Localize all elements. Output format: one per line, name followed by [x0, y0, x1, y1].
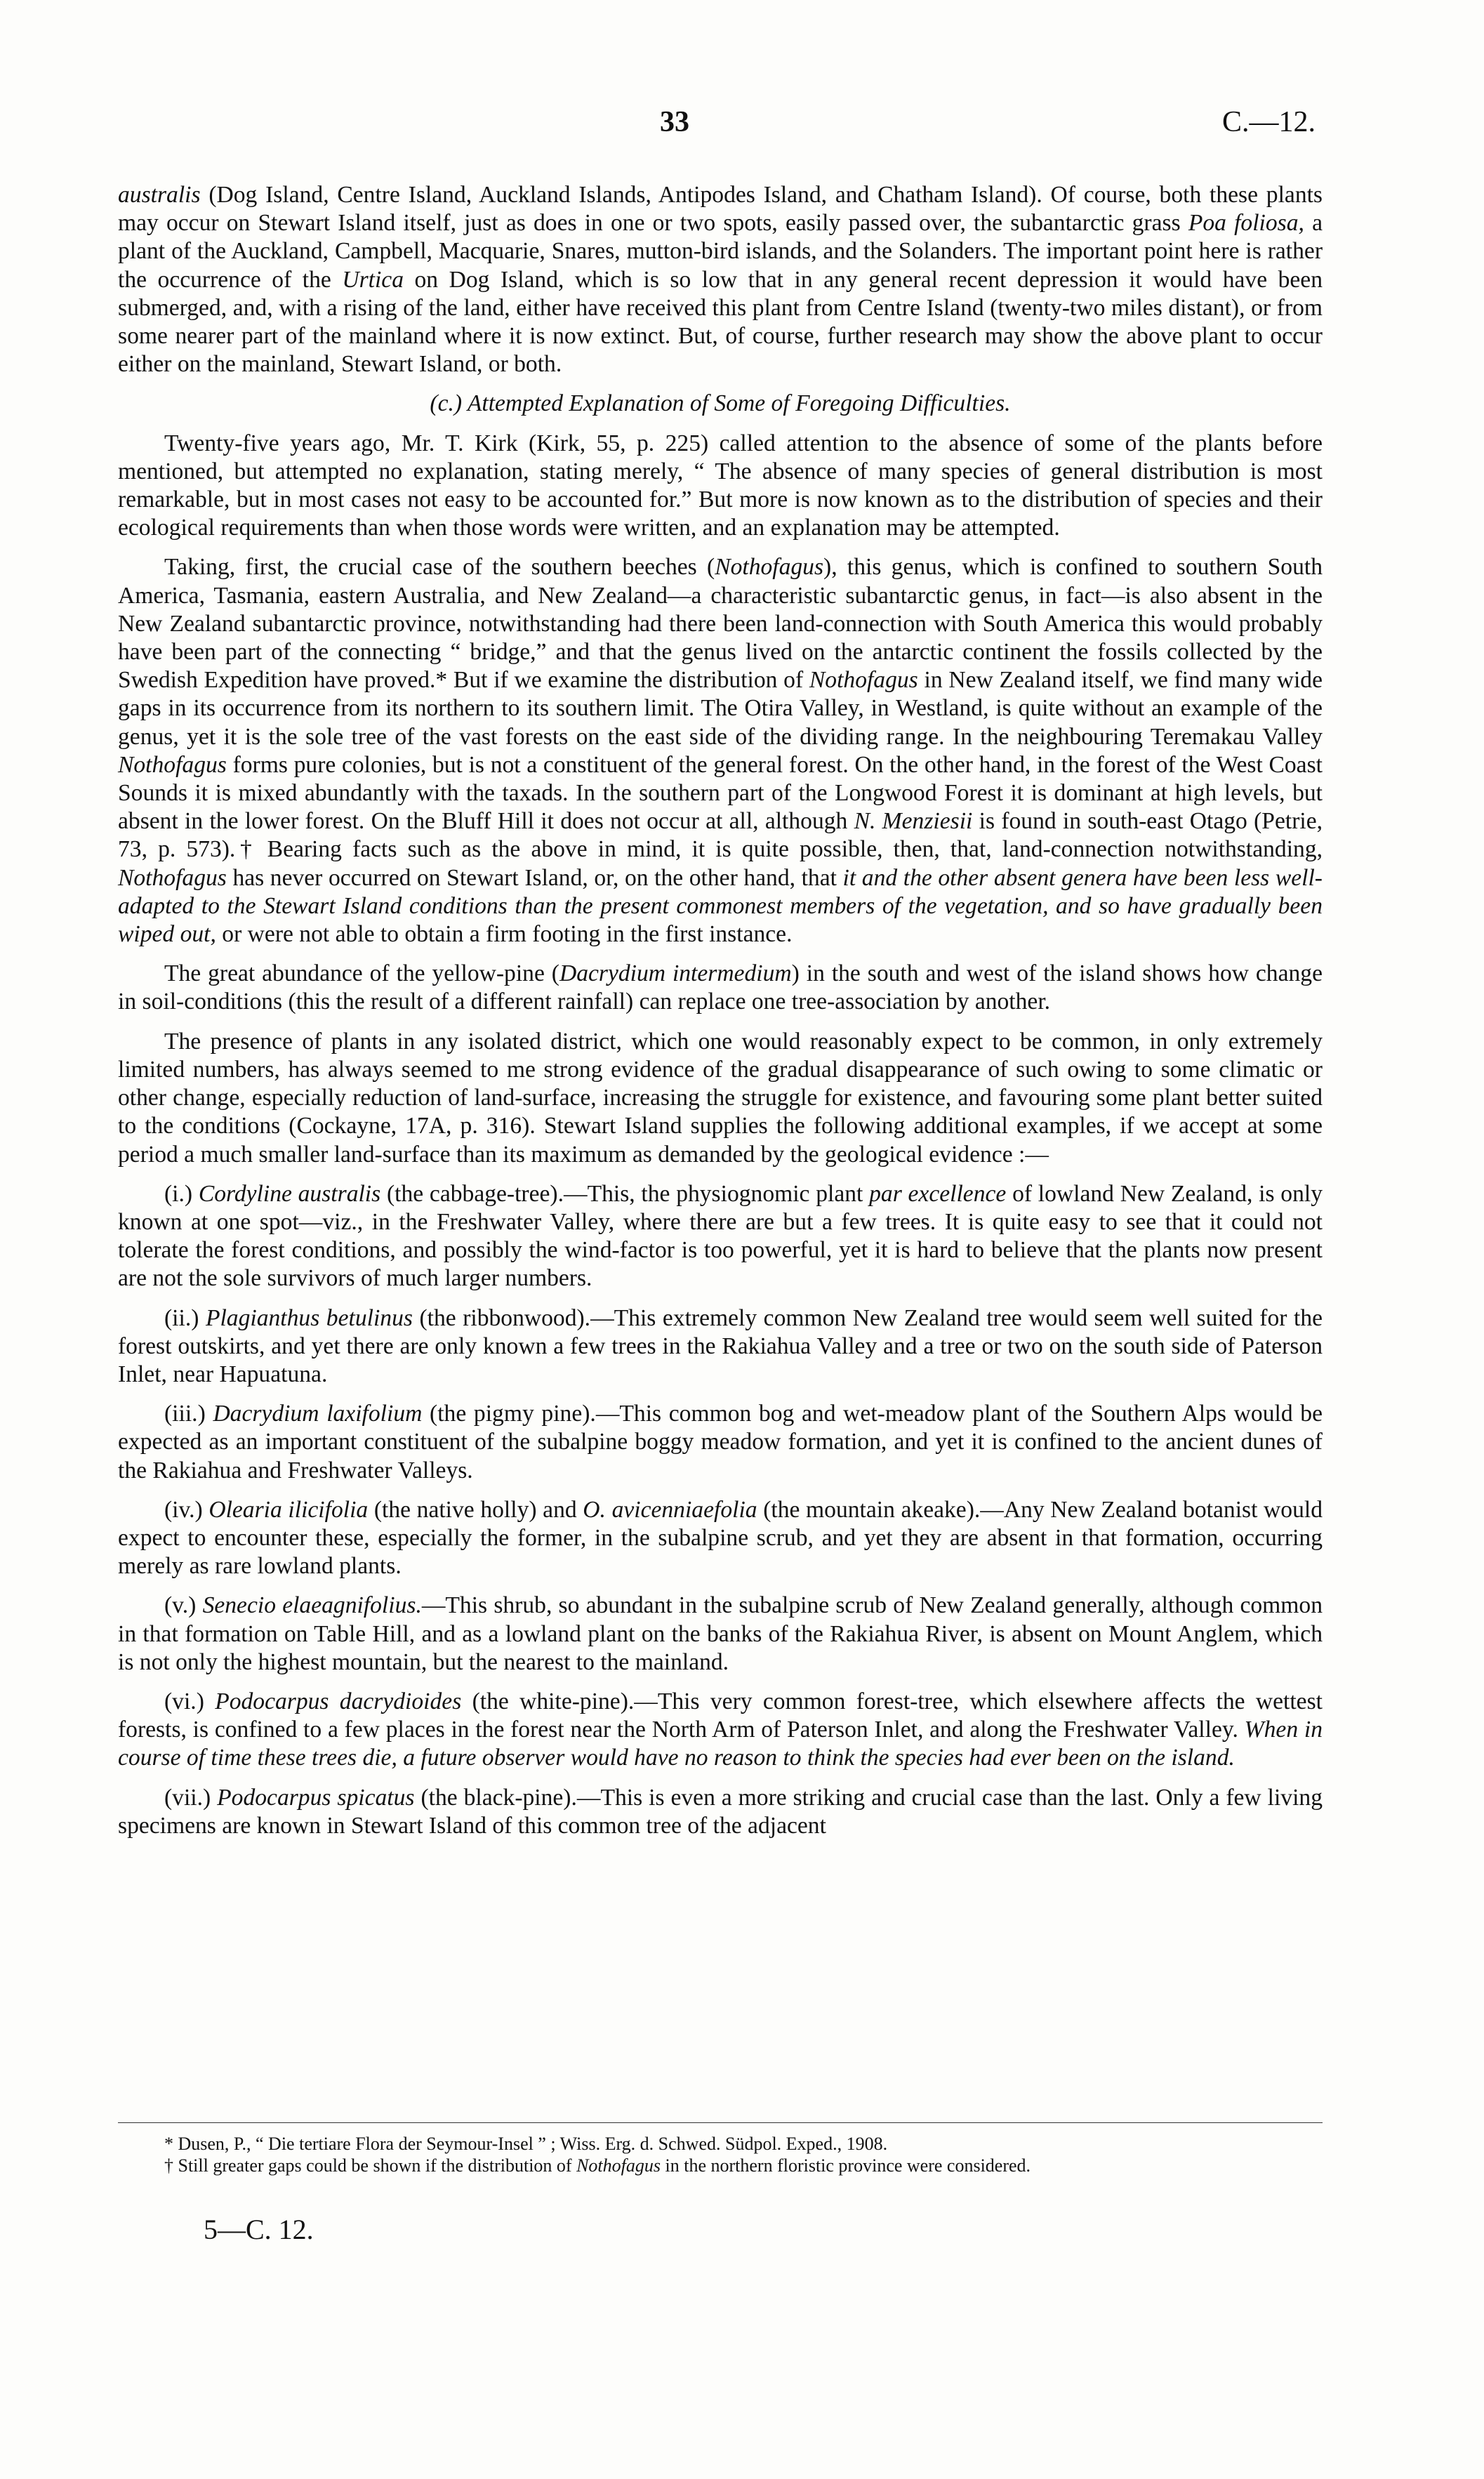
text-run: The great abundance of the yellow-pine ( — [164, 960, 559, 987]
species-name: Podocarpus spicatus — [217, 1784, 415, 1811]
list-item — [118, 1688, 1323, 1773]
text-run: (the native holly) and — [368, 1496, 583, 1523]
text-run: in New Zealand itself, we find many wide gaps in its occurrence from its northern to its southern limit. The Otira Valley, in Westland, is quite without an example of the genus, yet it is the sole tree of the vast forests on the east side of the dividing range. In the neighbouring Teremakau Valley — [118, 667, 1323, 750]
item-number: (vii.) — [164, 1784, 218, 1811]
list-item — [118, 1400, 1323, 1485]
item-number: (vi.) — [164, 1688, 216, 1714]
species-name: australis — [118, 182, 201, 208]
text-run: A — [428, 1113, 446, 1139]
text-run: , p. 316). Stewart Island supplies the following additional examples, if we accept at some period a much smaller land-surface than its maximum as demanded by the geological evidence :— — [118, 1113, 1323, 1168]
item-number: (i.) — [164, 1180, 199, 1207]
footnote-2 — [118, 2155, 1323, 2176]
species-name: Dacrydium intermedium — [559, 960, 792, 987]
species-name: Cordyline australis — [198, 1180, 381, 1207]
species-name: Olearia ilicifolia — [208, 1496, 369, 1523]
text-run: (the black-pine).—This is even a more striking and crucial case than the last. Only a few living specimens are known in Stewart Island of this common tree of the adjacent — [118, 1784, 1323, 1839]
section-heading: (c.) Attempted Explanation of Some of Foregoing Difficulties. — [430, 390, 1011, 417]
list-item — [118, 1180, 1323, 1293]
species-name: Nothofagus — [118, 751, 227, 778]
list-item — [118, 1784, 1323, 1840]
species-name: N. Menziesii — [854, 808, 973, 835]
text-run: has never occurred on Stewart Island, or, on the other hand, that — [226, 864, 843, 891]
list-item — [118, 1592, 1323, 1677]
text-run: of lowland New Zealand, is only known at one spot—viz., in the Freshwater Valley, where there are but a few trees. It is quite easy to see that it could not tolerate the forest conditions, and possibly the wind-factor is too powerful, yet it is hard to believe that the plants now present are not the sole survivors of much larger numbers. — [118, 1180, 1323, 1292]
text-run: forms pure colonies, but is not a constituent of the general forest. On the other hand, in the forest of the West Coast Sounds it is mixed abundantly with the taxads. In the southern part of the Longwood Forest it is dominant at high levels, but absent in the lower forest. On the Bluff Hill it does not occur at all, although — [118, 751, 1323, 835]
text-run: (the mountain akeake).—Any New Zealand botanist would expect to encounter these, especially the former, in the subalpine scrub, and yet they are absent in that formation, occurring merely as rare lowland plants. — [118, 1496, 1323, 1580]
item-number: (ii.) — [164, 1304, 206, 1331]
paper-reference: C.—12. — [1221, 106, 1316, 138]
text-run: (the pigmy pine).—This common bog and wet-meadow plant of the Southern Alps would be expected as an important constituent of the subalpine boggy meadow formation, and yet it is confined to the ancient dunes of the Rakiahua and Freshwater Valleys. — [118, 1401, 1323, 1483]
text-run: Taking, first, the crucial case of the southern beeches ( — [164, 554, 715, 581]
text-run: in the northern floristic province were considered. — [661, 2155, 1031, 2176]
species-name: Dacrydium laxifolium — [213, 1401, 423, 1427]
text-run: —This shrub, so abundant in the subalpine scrub of New Zealand generally, although common in that formation on Table Hill, and as a lowland plant on the banks of the Rakiahua River, is absent on Mount Anglem, which is not only the highest mountain, but the nearest to the mainland. — [118, 1592, 1323, 1675]
species-name: O. avicenniaefolia — [583, 1496, 757, 1523]
sheet-signature: 5—C. 12. — [204, 2214, 314, 2245]
paragraph-1 — [118, 181, 1323, 378]
text-run: (the white-pine).—This very common forest-tree, which elsewhere affects the wettest forests, is confined to a few places in the forest near the North Arm of Paterson Inlet, and along the Freshwater Valley. — [118, 1688, 1323, 1743]
text-run: or were not able to obtain a firm footing in the first instance. — [216, 921, 793, 948]
text-run: (the ribbonwood).—This extremely common New Zealand tree would seem well suited for the forest outskirts, and yet there are only known a few trees in the Rakiahua Valley and a tree or two on the south side of Paterson Inlet, near Hapuatuna. — [118, 1304, 1323, 1387]
paragraph-5 — [118, 1028, 1323, 1169]
text-run: † Still greater gaps could be shown if the distribution of — [164, 2155, 577, 2176]
species-name: Urtica — [342, 266, 404, 293]
footnote-divider — [118, 2122, 1323, 2123]
species-name: Nothofagus — [118, 864, 227, 891]
species-name: Nothofagus — [809, 667, 918, 694]
species-name: Nothofagus — [715, 554, 824, 581]
species-name: Podocarpus dacrydioides — [215, 1688, 462, 1714]
text-run: (the cabbage-tree).—This, the physiognomic plant — [380, 1180, 870, 1207]
species-name: Poa foliosa, — [1188, 210, 1304, 237]
list-item — [118, 1496, 1323, 1581]
paragraph-4 — [118, 960, 1323, 1016]
page-number: 33 — [660, 106, 689, 138]
species-name: Nothofagus — [576, 2155, 661, 2176]
emphasis-text: it and the other absent genera have been less well-adapted to the Stewart Island conditions than the present commonest members of the vegetation, and so have gradually been wiped out, — [118, 864, 1323, 948]
list-item — [118, 1304, 1323, 1389]
text-run: is found in south-east Otago (Petrie, 73, p. 573).† Bearing facts such as the above in mind, it is quite possible, then, that, land-connection notwithstanding, — [118, 808, 1323, 863]
page-header — [0, 105, 1484, 147]
footnote-1: * Dusen, P., “ Die tertiare Flora der Seymour-Insel ” ; Wiss. Erg. d. Schwed. Südpol. Exped., 1908. — [164, 2134, 888, 2154]
emphasis-text: When in course of time these trees die, a future observer would have no reason to think the species had ever been on the island. — [118, 1717, 1323, 1771]
item-number: (v.) — [164, 1592, 203, 1619]
text-run: The presence of plants in any isolated district, which one would reasonably expect to be common, in only extremely limited numbers, has always seemed to me strong evidence of the gradual disappearance of such owing to some climatic or other change, especially reduction of land-surface, increasing the struggle for existence, and favouring some plant better suited to the conditions (Cockayne, 17 — [118, 1028, 1323, 1139]
paragraph-2: Twenty-five years ago, Mr. T. Kirk (Kirk, 55, p. 225) called attention to the absence of some of the plants before mentioned, but attempted no explanation, stating merely, “ The absence of many species of general distribution is most remarkable, but in most cases not easy to be accounted for.” But more is now known as to the distribution of species and their ecological requirements than when those words were written, and an explanation may be attempted. — [118, 430, 1323, 541]
item-number: (iv.) — [164, 1496, 209, 1523]
species-name: Senecio elaeagnifolius. — [202, 1592, 422, 1619]
italic-run: par excellence — [869, 1180, 1007, 1207]
body-text — [118, 181, 1323, 1851]
item-number: (iii.) — [164, 1401, 213, 1427]
species-list — [118, 1180, 1323, 1840]
footnotes — [118, 2133, 1323, 2176]
paragraph-3 — [118, 553, 1323, 948]
species-name: Plagianthus betulinus — [205, 1304, 413, 1331]
text-run: ) in the south and west of the island shows how change in soil-conditions (this the result of a different rainfall) can replace one tree-association by another. — [118, 960, 1323, 1015]
text-run: ), this genus, which is confined to southern South America, Tasmania, eastern Australia, and New Zealand—a characteristic subantarctic genus, in fact—is also absent in the New Zealand subantarctic province, notwithstanding had there been land-connection with South America this would probably have been part of the connecting “ bridge,” and that the genus lived on the antarctic continent the fossils collected by the Swedish Expedition have proved.* But if we examine the distribution of — [118, 554, 1323, 694]
text-run: on Dog Island, which is so low that in any general recent depression it would have been submerged, and, with a rising of the land, either have received this plant from Centre Island (twenty-two miles distant), or from some nearer part of the mainland where it is now extinct. But, of course, further research may show the above plant to occur either on the mainland, Stewart Island, or both. — [118, 266, 1323, 378]
text-run: a plant of the Auckland, Campbell, Macquarie, Snares, mutton-bird islands, and the Solanders. The important point here is rather the occurrence of the — [118, 210, 1323, 293]
text-run: (Dog Island, Centre Island, Auckland Islands, Antipodes Island, and Chatham Island). Of course, both these plants may occur on Stewart Island itself, just as does in one or two spots, easily passed over, the subantarctic grass — [118, 182, 1323, 237]
